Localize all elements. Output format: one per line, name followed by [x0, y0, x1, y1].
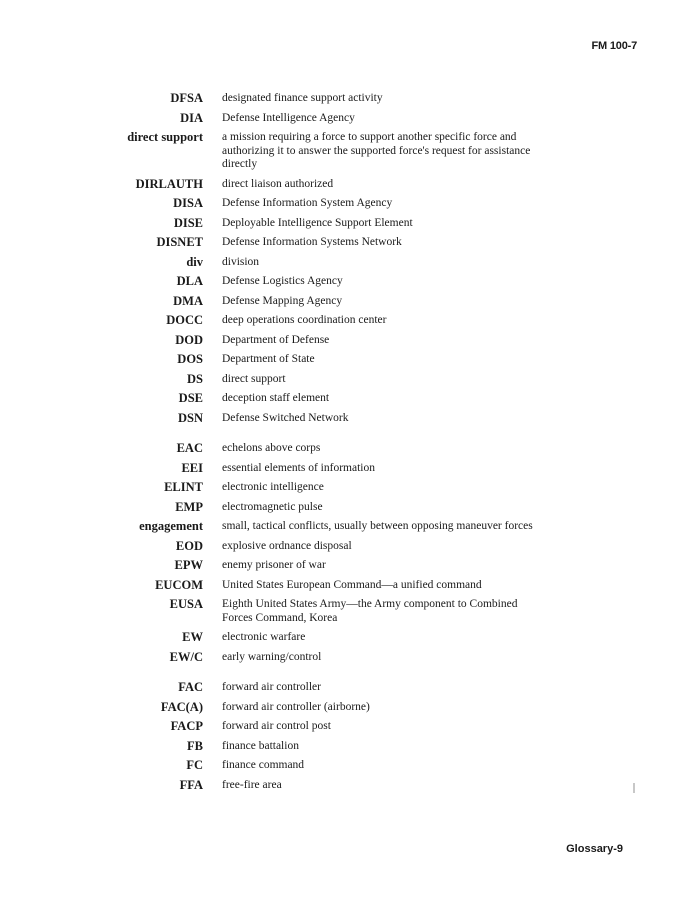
- glossary-term: DFSA: [170, 91, 203, 105]
- glossary-group: [0, 92, 697, 425]
- glossary-definition: electronic intelligence: [222, 481, 324, 493]
- glossary-entry: [0, 373, 697, 387]
- glossary-entry: [0, 197, 697, 211]
- glossary-entry: [0, 501, 697, 515]
- glossary-term: EAC: [176, 441, 203, 455]
- glossary-definition: Department of State: [222, 353, 315, 365]
- glossary-term: direct support: [127, 130, 203, 144]
- glossary-term: DOD: [175, 332, 203, 347]
- glossary-entry: [0, 631, 697, 645]
- glossary-term: FC: [186, 758, 203, 772]
- glossary-entry: [0, 112, 697, 126]
- glossary-definition: direct support: [222, 372, 286, 385]
- glossary-term: DISA: [173, 196, 203, 210]
- glossary-entry: [0, 540, 697, 554]
- glossary-definition: finance battalion: [222, 739, 299, 752]
- glossary-entry: [0, 256, 697, 270]
- glossary-term: DISE: [173, 215, 203, 230]
- glossary-entry: [0, 740, 697, 754]
- glossary-entry: [0, 720, 697, 734]
- glossary-definition: United States European Command—a unified command: [222, 578, 482, 591]
- glossary-term: DIRLAUTH: [135, 176, 203, 191]
- glossary-definition: forward air controller: [222, 681, 321, 693]
- glossary-term: FACP: [170, 719, 203, 733]
- glossary-term: EPW: [174, 558, 203, 572]
- glossary-entry: [0, 520, 697, 534]
- glossary-definition: Defense Switched Network: [222, 411, 349, 424]
- glossary-term: FFA: [179, 777, 203, 792]
- glossary-term: EW/C: [169, 649, 203, 664]
- glossary-entry: [0, 275, 697, 289]
- glossary-entry: [0, 681, 697, 695]
- glossary-definition: direct liaison authorized: [222, 177, 334, 190]
- glossary-entry: [0, 314, 697, 328]
- glossary-entry: [0, 481, 697, 495]
- glossary-list: [0, 92, 697, 809]
- glossary-entry: [0, 353, 697, 367]
- glossary-entry: [0, 759, 697, 773]
- glossary-definition: Defense Information System Agency: [222, 197, 393, 209]
- glossary-term: div: [186, 254, 203, 269]
- glossary-term: DSN: [177, 410, 203, 425]
- glossary-entry: [0, 701, 697, 715]
- glossary-term: EEI: [181, 460, 203, 475]
- document-id: FM 100-7: [591, 40, 637, 52]
- glossary-entry: [0, 779, 697, 793]
- glossary-definition: Department of Defense: [222, 333, 330, 346]
- glossary-term: DIA: [180, 110, 203, 125]
- glossary-definition: early warning/control: [222, 650, 322, 663]
- glossary-entry: [0, 217, 697, 231]
- glossary-definition: essential elements of information: [222, 461, 375, 474]
- glossary-definition: electromagnetic pulse: [222, 500, 323, 513]
- glossary-term: FAC: [178, 680, 203, 694]
- glossary-term: DSE: [178, 391, 203, 405]
- scan-mark: [633, 783, 635, 793]
- glossary-entry: [0, 92, 697, 106]
- glossary-term: EUCOM: [155, 577, 203, 592]
- glossary-entry: [0, 295, 697, 309]
- glossary-entry: [0, 334, 697, 348]
- glossary-term: DISNET: [156, 235, 203, 249]
- glossary-term: DOCC: [166, 313, 203, 327]
- glossary-term: EMP: [175, 499, 203, 514]
- glossary-definition: a mission requiring a force to support another specific force and authorizing it to answer the supported force's request for assistance directly: [222, 131, 531, 170]
- glossary-definition: enemy prisoner of war: [222, 559, 326, 571]
- glossary-term: DOS: [177, 352, 203, 366]
- glossary-entry: [0, 462, 697, 476]
- glossary-entry: [0, 131, 697, 172]
- glossary-definition: finance command: [222, 759, 305, 771]
- glossary-entry: [0, 178, 697, 192]
- glossary-entry: [0, 442, 697, 456]
- glossary-term: FB: [187, 738, 203, 753]
- glossary-definition: deception staff element: [222, 392, 330, 404]
- glossary-term: EUSA: [169, 597, 203, 611]
- glossary-term: EW: [182, 630, 203, 644]
- glossary-definition: free-fire area: [222, 778, 282, 791]
- glossary-entry: [0, 412, 697, 426]
- glossary-entry: [0, 598, 697, 625]
- glossary-entry: [0, 392, 697, 406]
- glossary-definition: explosive ordnance disposal: [222, 539, 352, 552]
- glossary-term: DMA: [173, 293, 203, 308]
- glossary-term: EOD: [175, 538, 203, 553]
- glossary-group: [0, 681, 697, 792]
- glossary-term: engagement: [139, 519, 203, 533]
- glossary-definition: deep operations coordination center: [222, 314, 387, 326]
- glossary-definition: forward air control post: [222, 720, 331, 732]
- glossary-term: FAC(A): [160, 699, 203, 714]
- page-number: Glossary-9: [566, 843, 623, 855]
- glossary-term: DS: [187, 371, 203, 386]
- glossary-definition: division: [222, 255, 260, 268]
- glossary-term: DLA: [176, 274, 203, 288]
- glossary-definition: small, tactical conflicts, usually between opposing maneuver forces: [222, 520, 533, 532]
- glossary-definition: Eighth United States Army—the Army component to Combined Forces Command, Korea: [222, 598, 518, 624]
- glossary-definition: Defense Logistics Agency: [222, 275, 343, 287]
- glossary-definition: electronic warfare: [222, 631, 306, 643]
- glossary-definition: Defense Mapping Agency: [222, 294, 343, 307]
- glossary-term: ELINT: [164, 480, 203, 494]
- glossary-entry: [0, 559, 697, 573]
- glossary-definition: Defense Information Systems Network: [222, 236, 402, 248]
- glossary-definition: Deployable Intelligence Support Element: [222, 216, 413, 229]
- glossary-entry: [0, 579, 697, 593]
- glossary-entry: [0, 651, 697, 665]
- glossary-entry: [0, 236, 697, 250]
- glossary-group: [0, 442, 697, 664]
- glossary-definition: forward air controller (airborne): [222, 700, 370, 713]
- glossary-definition: designated finance support activity: [222, 92, 383, 104]
- glossary-definition: echelons above corps: [222, 442, 321, 454]
- glossary-definition: Defense Intelligence Agency: [222, 111, 355, 124]
